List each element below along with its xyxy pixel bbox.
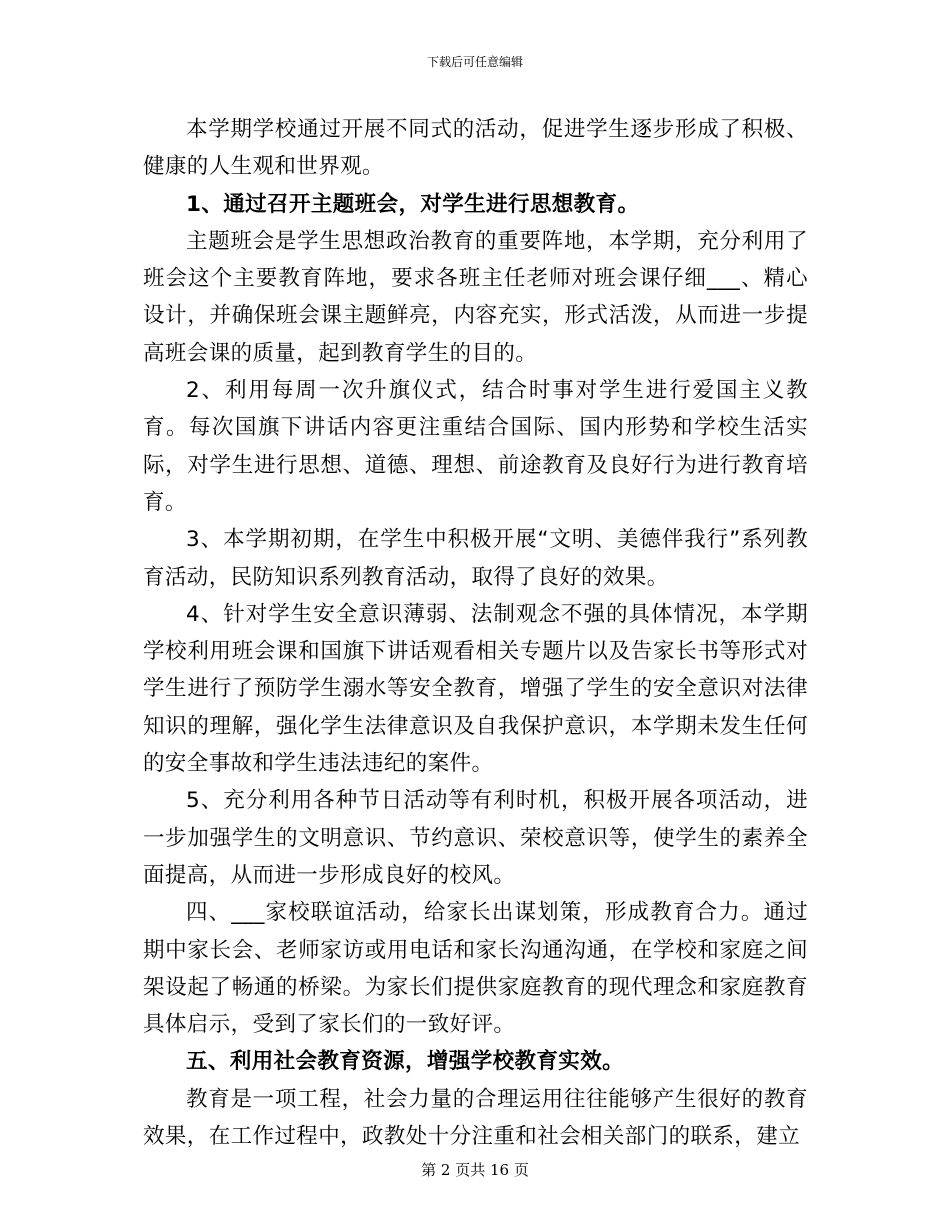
paragraph-civility-campaign: 3、本学期初期，在学生中积极开展“文明、美德伴我行”系列教育活动，民防知识系列教育活动，取得了良好的效果。 <box>143 527 808 590</box>
paragraph-social-resources: 教育是一项工程，社会力量的合理运用往往能够产生很好的教育效果，在工作过程中，政教处十分注重和社会相关部门的联系，建立 <box>143 1086 808 1150</box>
page-header: 下载后可任意编辑 <box>426 55 523 69</box>
paragraph-holiday-activities: 5、充分利用各种节日活动等有利时机，积极开展各项活动，进一步加强学生的文明意识、节约意识、荣校意识等，使学生的素养全面提高，从而进一步形成良好的校风。 <box>143 788 808 888</box>
paragraph-class-meeting: 主题班会是学生思想政治教育的重要阵地，本学期，充分利用了班会这个主要教育阵地，要求各班主任老师对班会课仔细___、精心设计，并确保班会课主题鲜亮，内容充实，形式活泼，从而进一步提高班会课的质量，起到教育学生的目的。 <box>143 228 808 366</box>
paragraph-flag-ceremony: 2、利用每周一次升旗仪式，结合时事对学生进行爱国主义教育。每次国旗下讲话内容更注重结合国际、国内形势和学校生活实际，对学生进行思想、道德、理想、前途教育及良好行为进行教育培育。 <box>143 378 808 515</box>
heading-section-5: 五、利用社会教育资源，增强学校教育实效。 <box>186 1049 625 1075</box>
paragraph-intro: 本学期学校通过开展不同式的活动，促进学生逐步形成了积极、健康的人生观和世界观。 <box>143 117 808 180</box>
paragraph-home-school: 四、___家校联谊活动，给家长出谋划策，形成教育合力。通过期中家长会、老师家访或用电话和家长沟通沟通，在学校和家庭之间架设起了畅通的桥梁。为家长们提供家庭教育的现代理念和家庭教育具体启示，受到了家长们的一致好评。 <box>143 900 808 1038</box>
paragraph-safety-education: 4、针对学生安全意识薄弱、法制观念不强的具体情况，本学期学校利用班会课和国旗下讲话观看相关专题片以及告家长书等形式对学生进行了预防学生溺水等安全教育，增强了学生的安全意识对法律知识的理解，强化学生法律意识及自我保护意识，本学期未发生任何的安全事故和学生违法违纪的案件。 <box>143 601 808 777</box>
document-body <box>143 111 808 1155</box>
heading-section-1: 1、通过召开主题班会，对学生进行思想教育。 <box>186 191 640 217</box>
page-footer: 第 2 页共 16 页 <box>421 1161 529 1179</box>
